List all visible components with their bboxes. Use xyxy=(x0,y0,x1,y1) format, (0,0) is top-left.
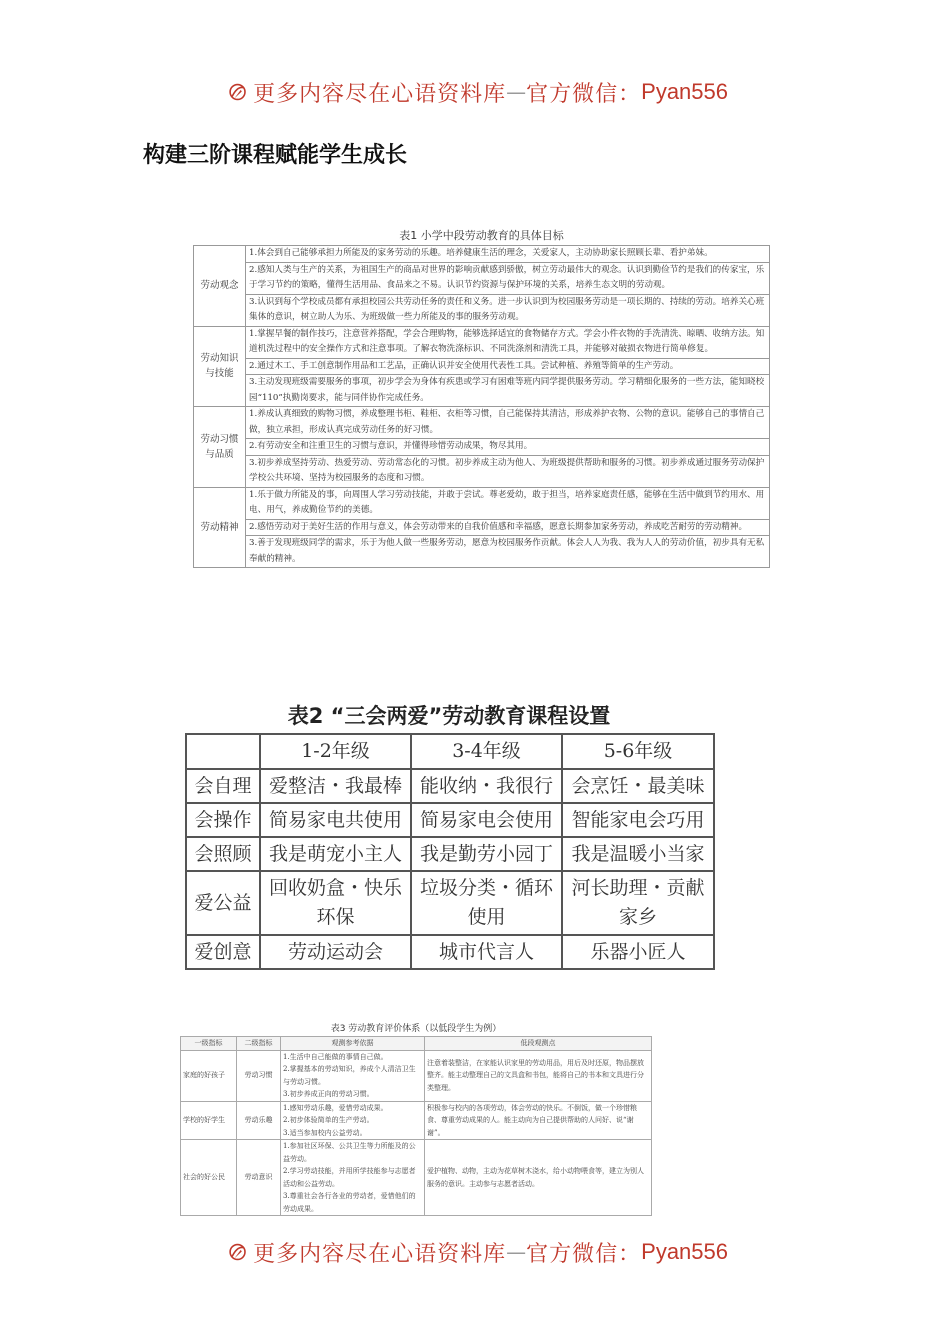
table1-category: 劳动知识与技能 xyxy=(194,326,246,407)
banner-wechat-label: 官方微信： xyxy=(526,1241,642,1267)
table2-cell: 回收奶盒・快乐环保 xyxy=(260,871,411,935)
table2-header-cell: 5-6年级 xyxy=(562,734,714,769)
table1-category: 劳动精神 xyxy=(194,487,246,568)
table2-cell: 简易家电会使用 xyxy=(411,803,562,837)
table1 xyxy=(193,245,770,568)
table2-row-label: 会自理 xyxy=(186,769,260,803)
banner-wechat-id: Pyan556 xyxy=(641,79,728,104)
table-row xyxy=(181,1101,652,1140)
table1-goal: 1.掌握早餐的制作技巧，注意营养搭配，学会合理购物，能够选择适宜的食物储存方式。学会小件衣物的手洗清洗、晾晒、收纳方法。知道机洗过程中的安全操作方式和注意事项。了解衣物洗涤标识、不同洗涤剂和清洗工具，并能够对破损衣物进行简单修复。 xyxy=(246,326,770,358)
table-header-row xyxy=(186,734,714,769)
table3-basis xyxy=(281,1101,425,1140)
table1-caption: 表1 小学中段劳动教育的具体目标 xyxy=(399,229,564,242)
pen-swirl-logo-icon xyxy=(228,1234,247,1270)
table3-basis xyxy=(281,1050,425,1101)
table-row xyxy=(194,439,770,456)
table1-category: 劳动习惯与品质 xyxy=(194,407,246,488)
table3-basis-line: 1.参加社区环保、公共卫生等力所能及的公益劳动。 xyxy=(283,1142,416,1163)
table1-goal: 1.体会到自己能够承担力所能及的家务劳动的乐趣。培养健康生活的理念，关爱家人，主动协助家长照顾长辈、看护弟妹。 xyxy=(246,246,770,263)
table3-observation: 爱护植物、动物，主动为花草树木浇水，给小动物喂食等，建立为别人服务的意识。主动参与志愿者活动。 xyxy=(425,1140,652,1216)
table3-basis-line: 3.尊重社会各行各业的劳动者，爱惜他们的劳动成果。 xyxy=(283,1192,416,1213)
banner-wechat-id: Pyan556 xyxy=(641,1239,728,1264)
table3-basis-line: 3.适当参加校内公益劳动。 xyxy=(283,1128,367,1137)
table2-header-cell: 1-2年级 xyxy=(260,734,411,769)
table2 xyxy=(185,733,715,970)
table2-cell: 劳动运动会 xyxy=(260,935,411,969)
table3-level2: 劳动习惯 xyxy=(237,1050,281,1101)
table2-cell: 智能家电会巧用 xyxy=(562,803,714,837)
table1-goal: 2.感知人类与生产的关系，为祖国生产的商品对世界的影响贡献感到骄傲，树立劳动最伟大的观念。认识到勤俭节约是我们的传家宝，乐于学习节约的策略，懂得生活用品、食品来之不易。认识节约资源与保护环境的关系，培养生态文明的劳动观。 xyxy=(246,262,770,294)
table-header-row xyxy=(181,1037,652,1051)
table1-goal: 3.善于发现班级同学的需求，乐于为他人做一些服务劳动，愿意为校园服务作贡献。体会人人为我、我为人人的劳动价值，初步具有无私奉献的精神。 xyxy=(246,536,770,568)
table3-basis-line: 2.掌握基本的劳动知识，养成个人清洁卫生与劳动习惯。 xyxy=(283,1065,416,1086)
table3-basis-line: 1.感知劳动乐趣，爱惜劳动成果。 xyxy=(283,1103,388,1112)
table3-caption: 表3 劳动教育评价体系（以低段学生为例） xyxy=(330,1024,502,1034)
table-row xyxy=(194,536,770,568)
table2-row-label: 爱公益 xyxy=(186,871,260,935)
table3-basis-line: 2.学习劳动技能，并用所学技能参与志愿者活动和公益劳动。 xyxy=(283,1167,416,1188)
table2-cell: 简易家电共使用 xyxy=(260,803,411,837)
table1-goal: 1.养成认真细致的购物习惯，养成整理书柜、鞋柜、衣柜等习惯，自己能保持其清洁，形成养护衣物、公物的意识。能够自己的事情自己做，独立承担，形成认真完成劳动任务的好习惯。 xyxy=(246,407,770,439)
table-row xyxy=(186,871,714,935)
pen-swirl-logo-icon xyxy=(228,74,247,110)
table3-basis xyxy=(281,1140,425,1216)
table-row xyxy=(194,407,770,439)
page-title: 构建三阶课程赋能学生成长 xyxy=(143,143,408,168)
table-row xyxy=(194,455,770,487)
banner-separator: — xyxy=(506,80,527,104)
table2-cell: 乐器小匠人 xyxy=(562,935,714,969)
table1-goal: 3.初步养成坚持劳动、热爱劳动、劳动常态化的习惯。初步养成主动为他人、为班级提供帮助和服务的习惯。初步养成通过服务劳动保护学校公共环境、坚持为校园服务的态度和习惯。 xyxy=(246,455,770,487)
table2-cell: 我是温暖小当家 xyxy=(562,837,714,871)
table3-level1: 学校的好学生 xyxy=(181,1101,237,1140)
table-row xyxy=(186,935,714,969)
table-row xyxy=(181,1140,652,1216)
table1-goal: 1.乐于做力所能及的事，向周围人学习劳动技能，并敢于尝试。尊老爱幼，敢于担当，培养家庭责任感，能够在生活中做到节约用水、用电、用气，养成勤俭节约的美德。 xyxy=(246,487,770,519)
table-row xyxy=(194,294,770,326)
table2-cell: 会烹饪・最美味 xyxy=(562,769,714,803)
table3-observation: 积极参与校内的各项劳动，体会劳动的快乐。不倒饭，做一个珍惜粮食、尊重劳动成果的人。能主动向为自己提供帮助的人问好、说“谢谢”。 xyxy=(425,1101,652,1140)
table-row xyxy=(194,375,770,407)
table2-cell: 我是萌宠小主人 xyxy=(260,837,411,871)
banner-text: 更多内容尽在心语资料库 xyxy=(253,81,507,107)
table3-level1: 家庭的好孩子 xyxy=(181,1050,237,1101)
table-row xyxy=(194,326,770,358)
table3-basis-line: 1.生活中自己能做的事情自己做。 xyxy=(283,1052,388,1061)
bottom-banner xyxy=(228,1232,728,1272)
table2-cell: 爱整洁・我最棒 xyxy=(260,769,411,803)
table2-header-cell: 3-4年级 xyxy=(411,734,562,769)
table1-goal: 3.认识到每个学校成员都有承担校园公共劳动任务的责任和义务。进一步认识到为校园服务劳动是一项长期的、持续的劳动。培养关心班集体的意识，树立助人为乐、为班级做一些力所能及的事的服务劳动观。 xyxy=(246,294,770,326)
table2-cell: 垃圾分类・循环使用 xyxy=(411,871,562,935)
table3-header-cell: 低段观测点 xyxy=(425,1037,652,1051)
table-row xyxy=(186,837,714,871)
table2-caption: 表2 “三会两爱”劳动教育课程设置 xyxy=(287,704,611,728)
table1-goal: 2.通过木工、手工创意制作用品和工艺品，正确认识并安全使用代表性工具。尝试种植、养殖等简单的生产劳动。 xyxy=(246,358,770,375)
table-row xyxy=(194,262,770,294)
table1-goal: 2.有劳动安全和注重卫生的习惯与意识，并懂得珍惜劳动成果，物尽其用。 xyxy=(246,439,770,456)
table-row xyxy=(186,769,714,803)
banner-separator: — xyxy=(506,1240,527,1264)
table3-basis-line: 2.初步体验简单的生产劳动。 xyxy=(283,1116,374,1124)
table-row xyxy=(194,487,770,519)
table2-cell: 河长助理・贡献家乡 xyxy=(562,871,714,935)
table-row xyxy=(181,1050,652,1101)
table2-header-cell xyxy=(186,734,260,769)
table3-basis-line: 3.初步养成正向的劳动习惯。 xyxy=(283,1090,374,1098)
banner-text: 更多内容尽在心语资料库 xyxy=(253,1241,507,1267)
table3-header-cell: 二级指标 xyxy=(237,1037,281,1051)
top-banner xyxy=(228,72,728,112)
table3-observation: 注意着装整洁，在家能认识家里的劳动用品，用后及时还原，物品摆放整齐。能主动整理自己的文具盒和书包，能将自己的书本和文具进行分类整理。 xyxy=(425,1050,652,1101)
table-row xyxy=(194,519,770,536)
table2-row-label: 会照顾 xyxy=(186,837,260,871)
table2-cell: 城市代言人 xyxy=(411,935,562,969)
table1-goal: 3.主动发现班级需要服务的事项，初步学会为身体有疾患或学习有困难等班内同学提供服务劳动。学习精细化服务的一些方法，能知晓校园“110”执勤岗要求，能与同伴协作完成任务。 xyxy=(246,375,770,407)
table3-header-cell: 一级指标 xyxy=(181,1037,237,1051)
banner-wechat-label: 官方微信： xyxy=(526,81,642,107)
table3 xyxy=(180,1036,652,1216)
table3-header-cell: 观测参考依据 xyxy=(281,1037,425,1051)
table-row xyxy=(186,803,714,837)
table3-level2: 劳动乐趣 xyxy=(237,1101,281,1140)
table2-row-label: 会操作 xyxy=(186,803,260,837)
table-row xyxy=(194,246,770,263)
table2-cell: 能收纳・我很行 xyxy=(411,769,562,803)
table2-row-label: 爱创意 xyxy=(186,935,260,969)
table3-level1: 社会的好公民 xyxy=(181,1140,237,1216)
table-row xyxy=(194,358,770,375)
table2-cell: 我是勤劳小园丁 xyxy=(411,837,562,871)
table3-level2: 劳动意识 xyxy=(237,1140,281,1216)
table1-goal: 2.感悟劳动对于美好生活的作用与意义，体会劳动带来的自我价值感和幸福感，愿意长期参加家务劳动，养成吃苦耐劳的劳动精神。 xyxy=(246,519,770,536)
table1-category: 劳动观念 xyxy=(194,246,246,327)
